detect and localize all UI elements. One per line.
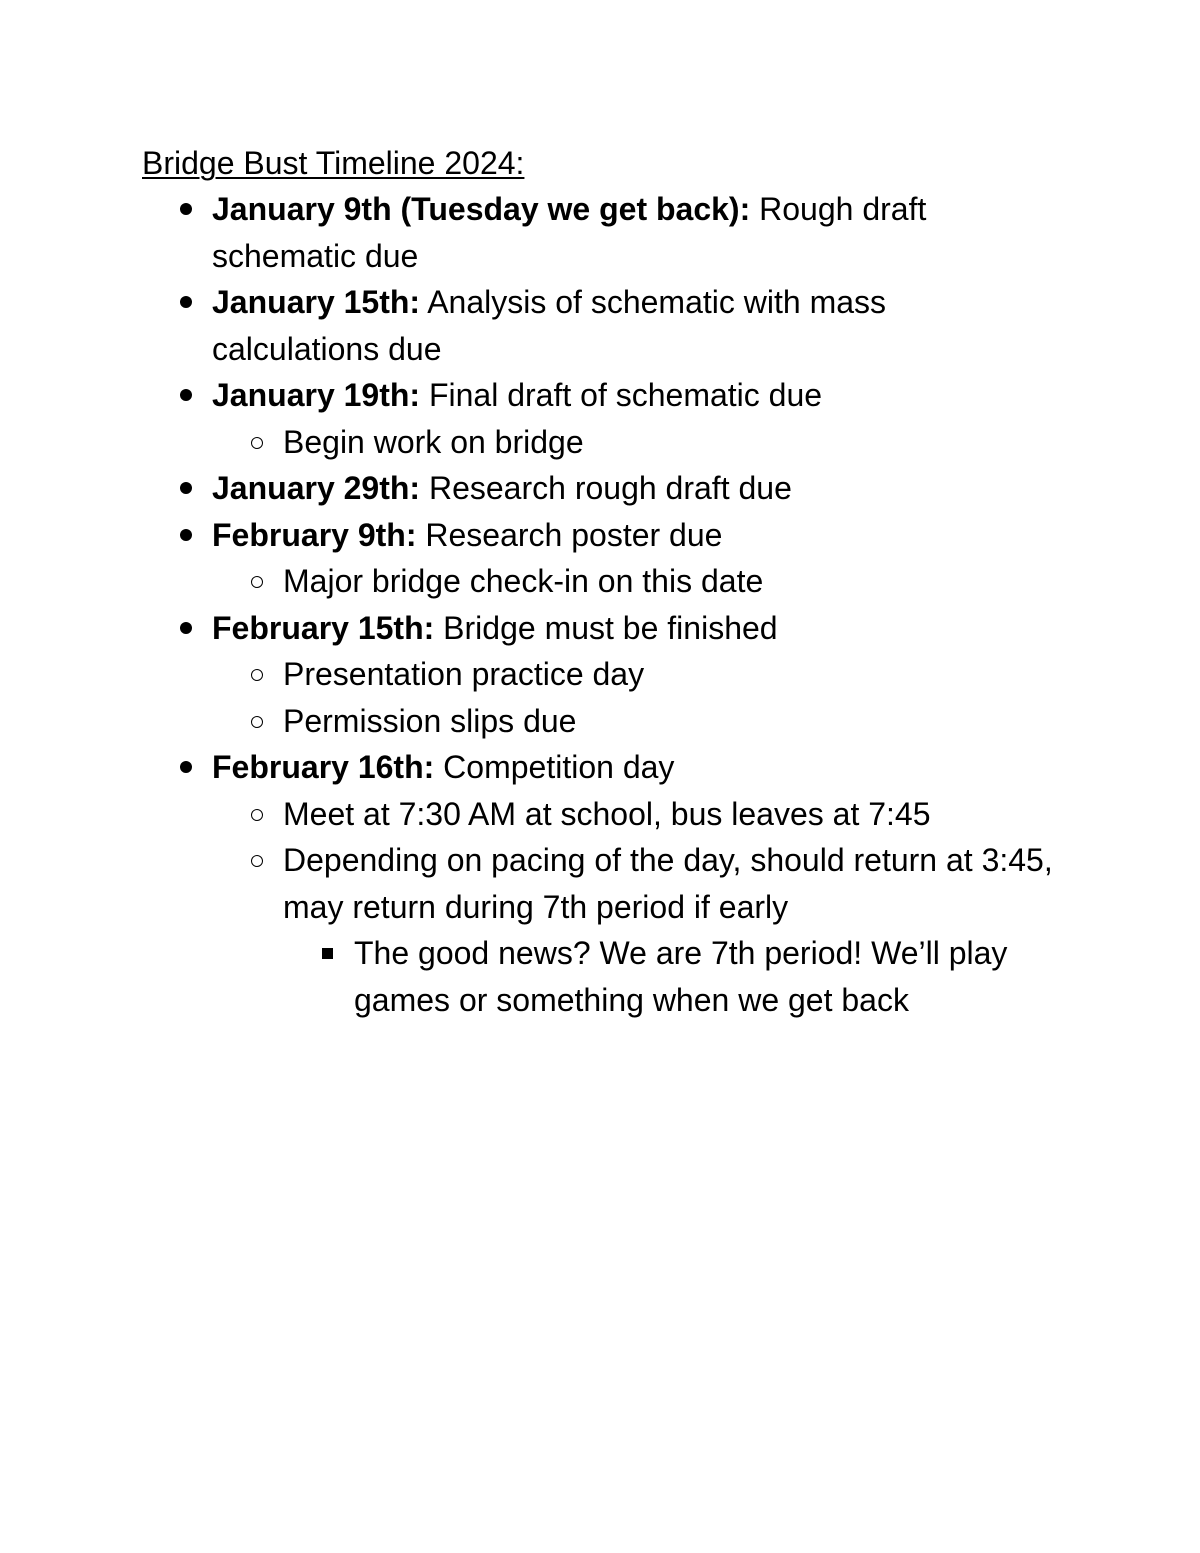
filled-circle-bullet-icon (180, 296, 192, 308)
item-text: Analysis of schematic with mass calculations due (212, 284, 887, 367)
hollow-circle-bullet-icon (251, 809, 263, 821)
item-text: Begin work on bridge (283, 423, 584, 460)
item-date-label: January 15th: (212, 284, 421, 320)
list-item (0, 465, 1012, 512)
sub-list-item (0, 558, 1053, 605)
hollow-circle-bullet-icon (251, 855, 263, 867)
list-item (0, 512, 1012, 559)
list-item (0, 186, 1012, 279)
sub-list-item (0, 837, 1053, 930)
filled-square-bullet-icon (322, 948, 333, 959)
sub-list-item (0, 419, 1053, 466)
sub-list-item (0, 791, 1053, 838)
filled-circle-bullet-icon (180, 761, 192, 773)
item-text: Competition day (434, 749, 675, 785)
item-text: Final draft of schematic due (420, 377, 823, 413)
item-text: Bridge must be finished (434, 609, 778, 646)
list-item (0, 279, 1012, 372)
list-item (0, 744, 1012, 791)
hollow-circle-bullet-icon (251, 716, 263, 728)
timeline-list (0, 186, 1200, 1023)
sub-list-item (0, 698, 1053, 745)
filled-circle-bullet-icon (180, 389, 192, 401)
item-date-label: February 15th: (212, 609, 435, 646)
item-text: The good news? We are 7th period! We’ll play games or something when we get back (354, 935, 1008, 1018)
sub-list-item (0, 651, 1053, 698)
item-text: Permission slips due (283, 702, 577, 739)
item-text: Rough draft schematic due (212, 191, 927, 274)
item-text: Research poster due (416, 516, 723, 553)
item-text: Depending on pacing of the day, should return at 3:45, may return during 7th period if early (283, 842, 1053, 925)
item-date-label: February 9th: (212, 516, 417, 553)
filled-circle-bullet-icon (180, 203, 192, 215)
item-date-label: January 19th: (212, 377, 421, 413)
filled-circle-bullet-icon (180, 482, 192, 494)
item-text: Major bridge check-in on this date (283, 563, 764, 599)
hollow-circle-bullet-icon (251, 437, 263, 449)
hollow-circle-bullet-icon (251, 669, 263, 681)
item-date-label: January 29th: (212, 470, 421, 506)
sub-sub-list-item (0, 930, 1054, 1023)
item-text: Research rough draft due (420, 470, 792, 506)
item-date-label: February 16th: (212, 749, 435, 785)
document-title: Bridge Bust Timeline 2024: (142, 145, 525, 181)
filled-circle-bullet-icon (180, 529, 192, 541)
item-text: Meet at 7:30 AM at school, bus leaves at 7:45 (283, 795, 931, 832)
filled-circle-bullet-icon (180, 622, 192, 634)
list-item (0, 605, 1012, 652)
list-item (0, 372, 1012, 419)
item-date-label: January 9th (Tuesday we get back): (212, 191, 751, 227)
hollow-circle-bullet-icon (251, 576, 263, 588)
item-text: Presentation practice day (283, 656, 645, 692)
